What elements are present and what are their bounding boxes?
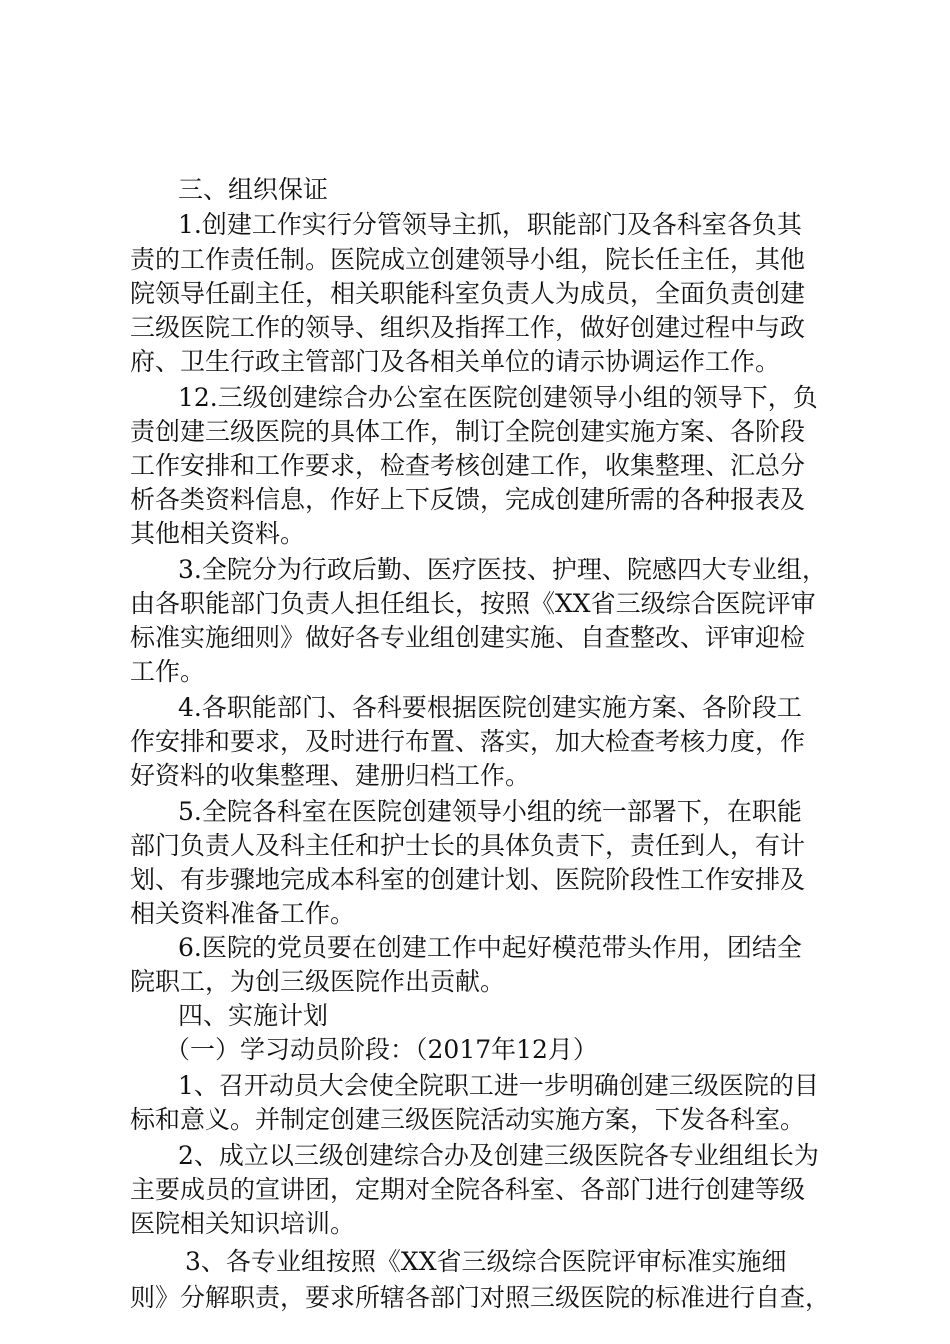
text-line-content: 工作。 bbox=[130, 657, 206, 686]
text-line-content: 责的工作责任制。医院成立创建领导小组，院长任主任，其他 bbox=[130, 245, 806, 274]
text-line bbox=[0, 172, 950, 208]
text-line-content: 1、召开动员大会使全院职工进一步明确创建三级医院的目 bbox=[178, 1071, 819, 1100]
text-line bbox=[0, 207, 950, 243]
text-line-content: 标准实施细则》做好各专业组创建实施、自查整改、评审迎检 bbox=[130, 623, 806, 652]
text-line bbox=[0, 1138, 950, 1174]
text-line-content: 其他相关资料。 bbox=[130, 519, 306, 548]
text-line-content: 好资料的收集整理、建册归档工作。 bbox=[130, 761, 531, 790]
text-line-content: 三、组织保证 bbox=[178, 175, 329, 204]
text-line bbox=[0, 930, 950, 966]
text-line bbox=[0, 586, 950, 622]
text-line bbox=[0, 998, 950, 1034]
text-line-content: 作安排和要求，及时进行布置、落实，加大检查考核力度，作 bbox=[130, 727, 806, 756]
text-line-content: 划、有步骤地完成本科室的创建计划、医院阶段性工作安排及 bbox=[130, 865, 806, 894]
text-line bbox=[0, 654, 950, 690]
text-line-content: 院领导任副主任，相关职能科室负责人为成员，全面负责创建 bbox=[130, 279, 806, 308]
text-line-content: 主要成员的宣讲团，定期对全院各科室、各部门进行创建等级 bbox=[130, 1175, 806, 1204]
text-line bbox=[0, 1280, 950, 1316]
text-line bbox=[0, 414, 950, 450]
text-line bbox=[0, 1172, 950, 1208]
text-line-content: 相关资料准备工作。 bbox=[130, 899, 356, 928]
text-line bbox=[0, 448, 950, 484]
text-line-content: 工作安排和工作要求，检查考核创建工作，收集整理、汇总分 bbox=[130, 451, 806, 480]
text-line-content: 府、卫生行政主管部门及各相关单位的请示协调运作工作。 bbox=[130, 347, 781, 376]
text-line bbox=[0, 482, 950, 518]
text-line bbox=[0, 1068, 950, 1104]
text-line-content: （一）学习动员阶段：（2017年12月） bbox=[165, 1035, 598, 1064]
text-line-content: 则》分解职责，要求所辖各部门对照三级医院的标准进行自查， bbox=[130, 1283, 831, 1312]
text-line bbox=[0, 1244, 950, 1280]
text-line-content: 析各类资料信息，作好上下反馈，完成创建所需的各种报表及 bbox=[130, 485, 806, 514]
text-line bbox=[0, 828, 950, 864]
text-line-content: 医院相关知识培训。 bbox=[130, 1209, 356, 1238]
text-line-content: 部门负责人及科主任和护士长的具体负责下，责任到人，有计 bbox=[130, 831, 806, 860]
text-line-content: 3.全院分为行政后勤、医疗医技、护理、院感四大专业组， bbox=[178, 555, 827, 584]
text-line bbox=[0, 620, 950, 656]
text-line bbox=[0, 1102, 950, 1138]
text-line-content: 5.全院各科室在医院创建领导小组的统一部署下，在职能 bbox=[178, 797, 802, 826]
text-line bbox=[0, 758, 950, 794]
text-line bbox=[0, 380, 950, 416]
text-line bbox=[0, 862, 950, 898]
text-line bbox=[0, 1206, 950, 1242]
text-line-content: 四、实施计划 bbox=[178, 1001, 329, 1030]
text-line bbox=[0, 794, 950, 830]
text-line bbox=[0, 242, 950, 278]
text-line-content: 3、各专业组按照《XX省三级综合医院评审标准实施细 bbox=[185, 1247, 787, 1276]
text-line-content: 12.三级创建综合办公室在医院创建领导小组的领导下，负 bbox=[178, 383, 818, 412]
text-line-content: 标和意义。并制定创建三级医院活动实施方案，下发各科室。 bbox=[130, 1105, 806, 1134]
text-line-content: 6.医院的党员要在创建工作中起好模范带头作用，团结全 bbox=[178, 933, 802, 962]
text-line bbox=[0, 344, 950, 380]
text-line bbox=[0, 896, 950, 932]
text-line-content: 院职工，为创三级医院作出贡献。 bbox=[130, 967, 506, 996]
text-line-content: 责创建三级医院的具体工作，制订全院创建实施方案、各阶段 bbox=[130, 417, 806, 446]
text-line bbox=[0, 310, 950, 346]
text-line bbox=[0, 964, 950, 1000]
text-line bbox=[0, 552, 950, 588]
text-line bbox=[0, 1032, 950, 1068]
text-line-content: 1.创建工作实行分管领导主抓，职能部门及各科室各负其 bbox=[178, 210, 802, 239]
text-line bbox=[0, 276, 950, 312]
text-line bbox=[0, 516, 950, 552]
text-line-content: 4.各职能部门、各科要根据医院创建实施方案、各阶段工 bbox=[178, 693, 802, 722]
text-line-content: 三级医院工作的领导、组织及指挥工作，做好创建过程中与政 bbox=[130, 313, 806, 342]
text-line-content: 2、成立以三级创建综合办及创建三级医院各专业组组长为 bbox=[178, 1141, 819, 1170]
text-line-content: 由各职能部门负责人担任组长，按照《XX省三级综合医院评审 bbox=[130, 589, 816, 618]
text-line bbox=[0, 724, 950, 760]
text-line bbox=[0, 690, 950, 726]
